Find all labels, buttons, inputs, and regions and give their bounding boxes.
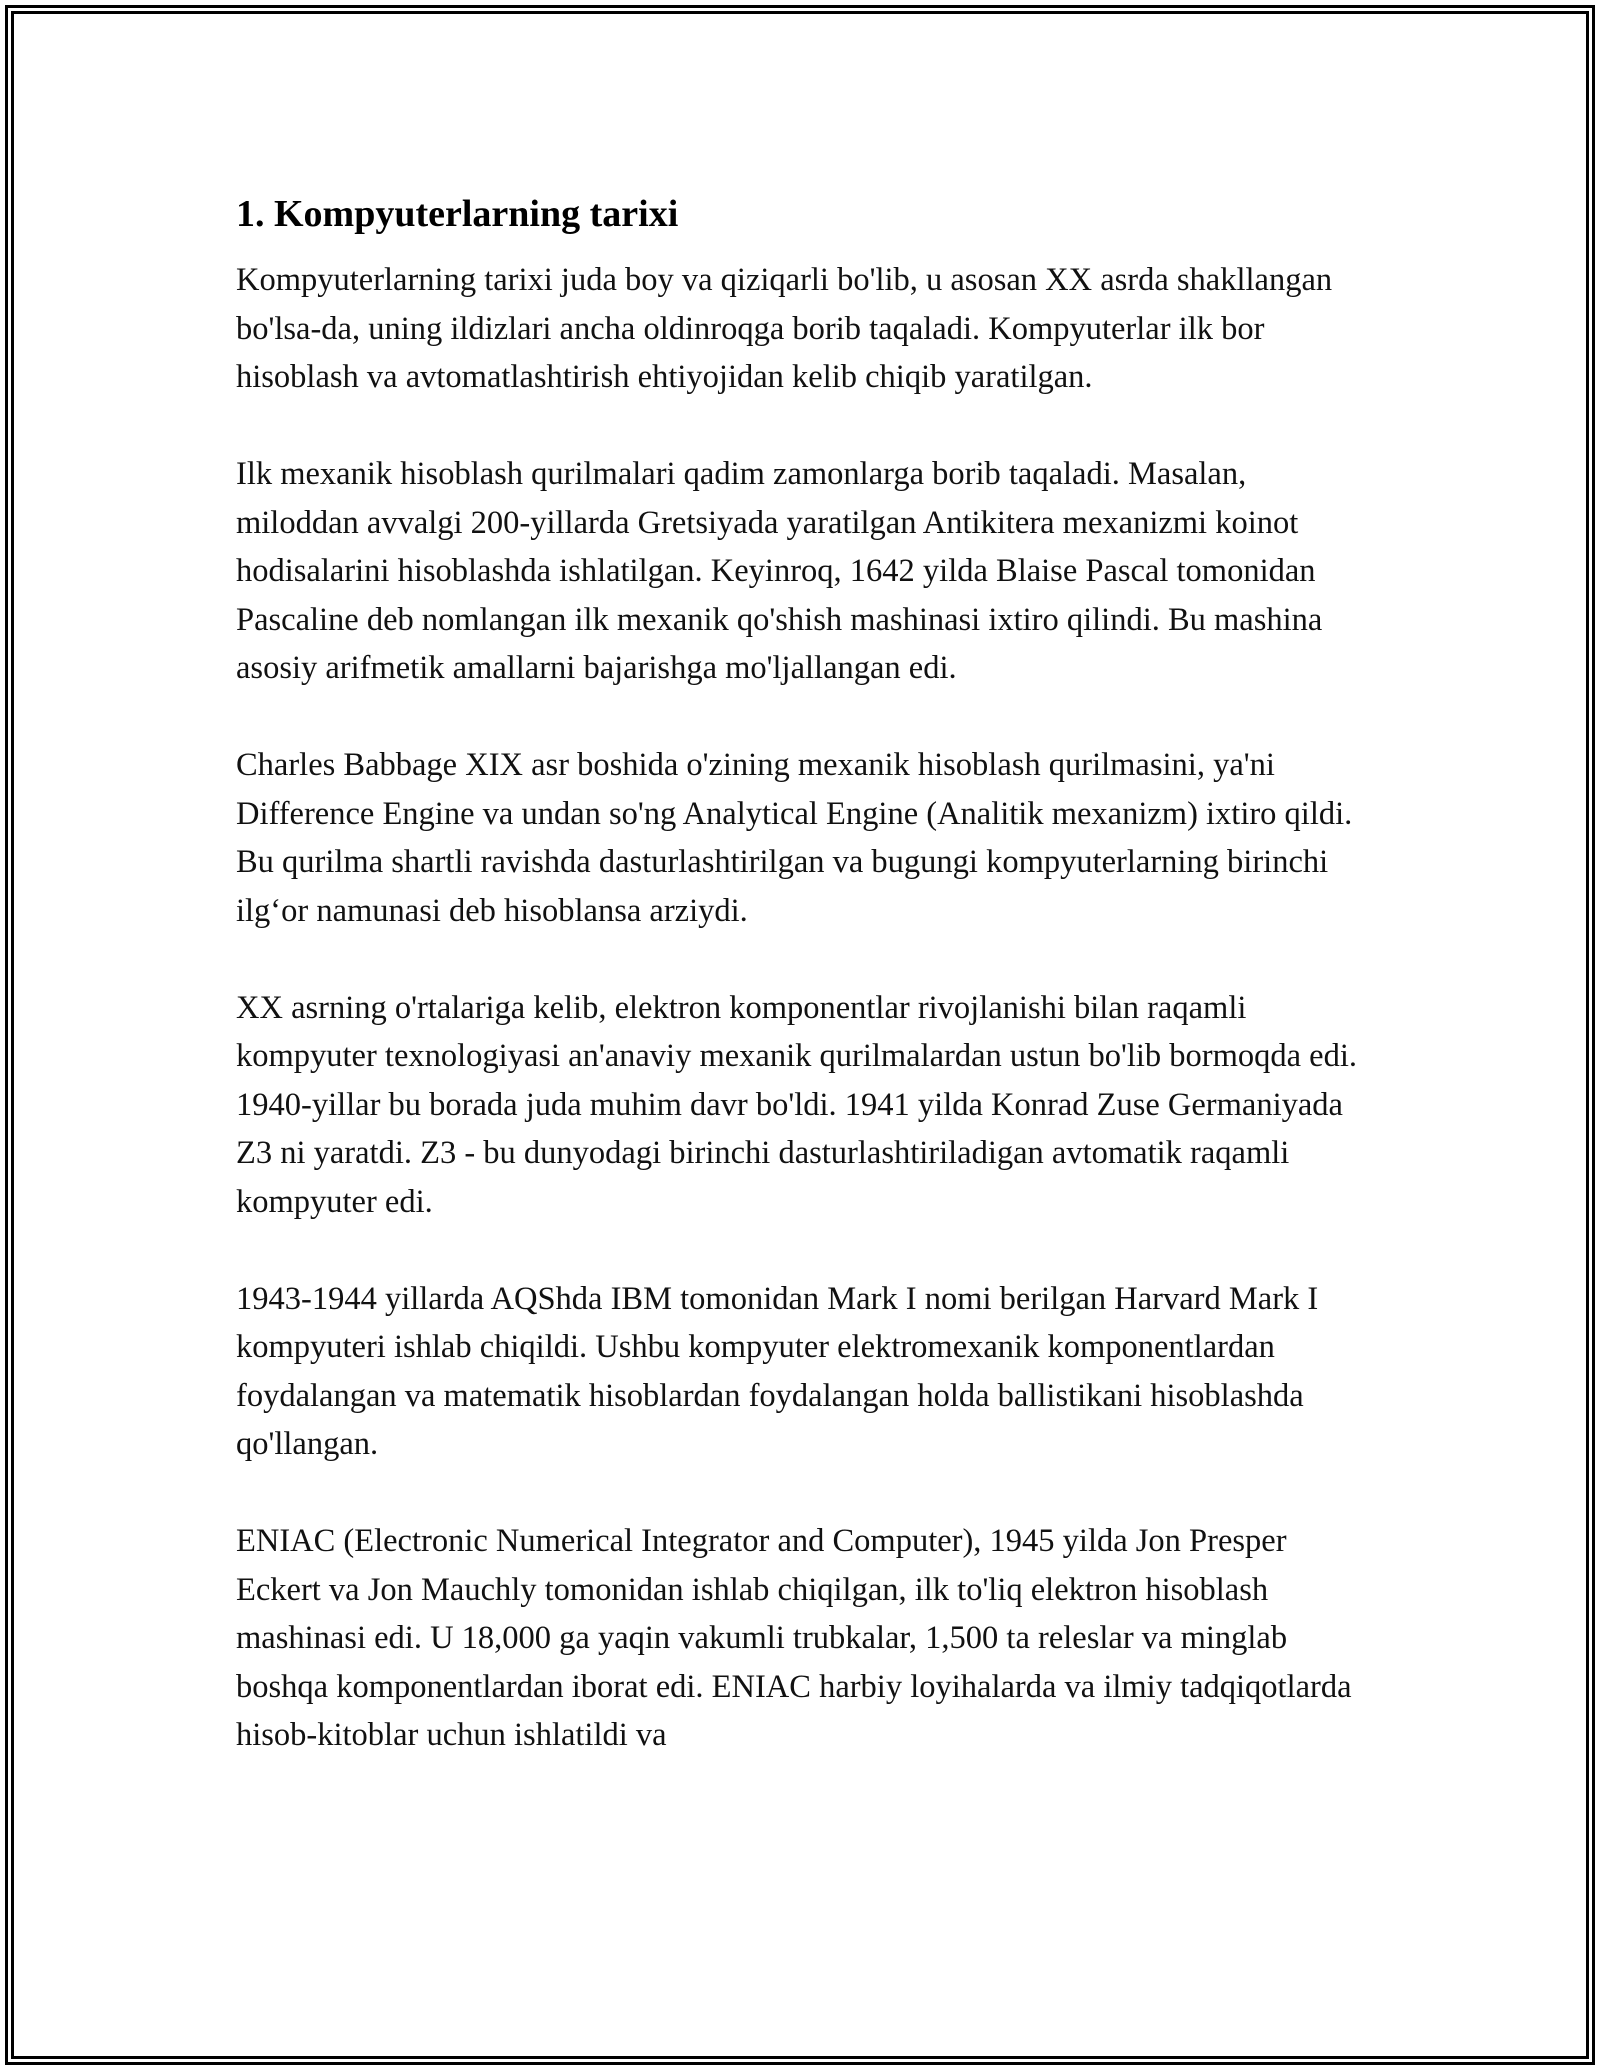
paragraph-babbage: Charles Babbage XIX asr boshida o'zining mexanik hisoblash qurilmasini, ya'ni Difference Engine va undan so'ng Analytical Engine (Analitik mexanizm) ixtiro qildi. Bu qurilma shartli ravishda dasturlashtirilgan va bugungi kompyuterlarning birinchi ilg‘or namunasi deb hisoblansa arziydi.: [236, 747, 1353, 929]
paragraph-mechanical-devices: Ilk mexanik hisoblash qurilmalari qadim zamonlarga borib taqaladi. Masalan, miloddan avvalgi 200-yillarda Gretsiyada yaratilgan Antikitera mexanizmi koinot hodisalarini hisoblashda ishlatilgan. Keyinroq, 1642 yilda Blaise Pascal tomonidan Pascaline deb nomlangan ilk mexanik qo'shish mashinasi ixtiro qilindi. Bu mashina asosiy arifmetik amallarni bajarishga mo'ljallangan edi.: [236, 456, 1323, 686]
paragraph-zuse-z3: XX asrning o'rtalariga kelib, elektron komponentlar rivojlanishi bilan raqamli kompyuter texnologiyasi an'anaviy mexanik qurilmalardan ustun bo'lib bormoqda edi. 1940-yillar bu borada juda muhim davr bo'ldi. 1941 yilda Konrad Zuse Germaniyada Z3 ni yaratdi. Z3 - bu dunyodagi birinchi dasturlashtiriladigan avtomatik raqamli kompyuter edi.: [236, 989, 1357, 1220]
paragraph-eniac: ENIAC (Electronic Numerical Integrator and Computer), 1945 yilda Jon Presper Eckert va Jon Mauchly tomonidan ishlab chiqilgan, ilk to'liq elektron hisoblash mashinasi edi. U 18,000 ga yaqin vakumli trubkalar, 1,500 ta releslar va minglab boshqa komponentlardan iborat edi. ENIAC harbiy loyihalarda va ilmiy tadqiqotlarda hisob-kitoblar uchun ishlatildi va: [236, 1523, 1352, 1753]
paragraph-intro: Kompyuterlarning tarixi juda boy va qiziqarli bo'lib, u asosan XX asrda shakllangan bo'lsa-da, uning ildizlari ancha oldinroqga borib taqaladi. Kompyuterlar ilk bor hisoblash va avtomatlashtirish ehtiyojidan kelib chiqib yaratilgan.: [236, 262, 1333, 395]
document-body: [236, 186, 1366, 1808]
paragraph-harvard-mark-i: 1943-1944 yillarda AQShda IBM tomonidan Mark I nomi berilgan Harvard Mark I kompyuteri ishlab chiqildi. Ushbu kompyuter elektromexanik komponentlardan foydalangan va matematik hisoblardan foydalangan holda ballistikani hisoblashda qo'llangan.: [236, 1280, 1319, 1462]
section-heading: 1. Kompyuterlarning tarixi: [236, 193, 679, 235]
